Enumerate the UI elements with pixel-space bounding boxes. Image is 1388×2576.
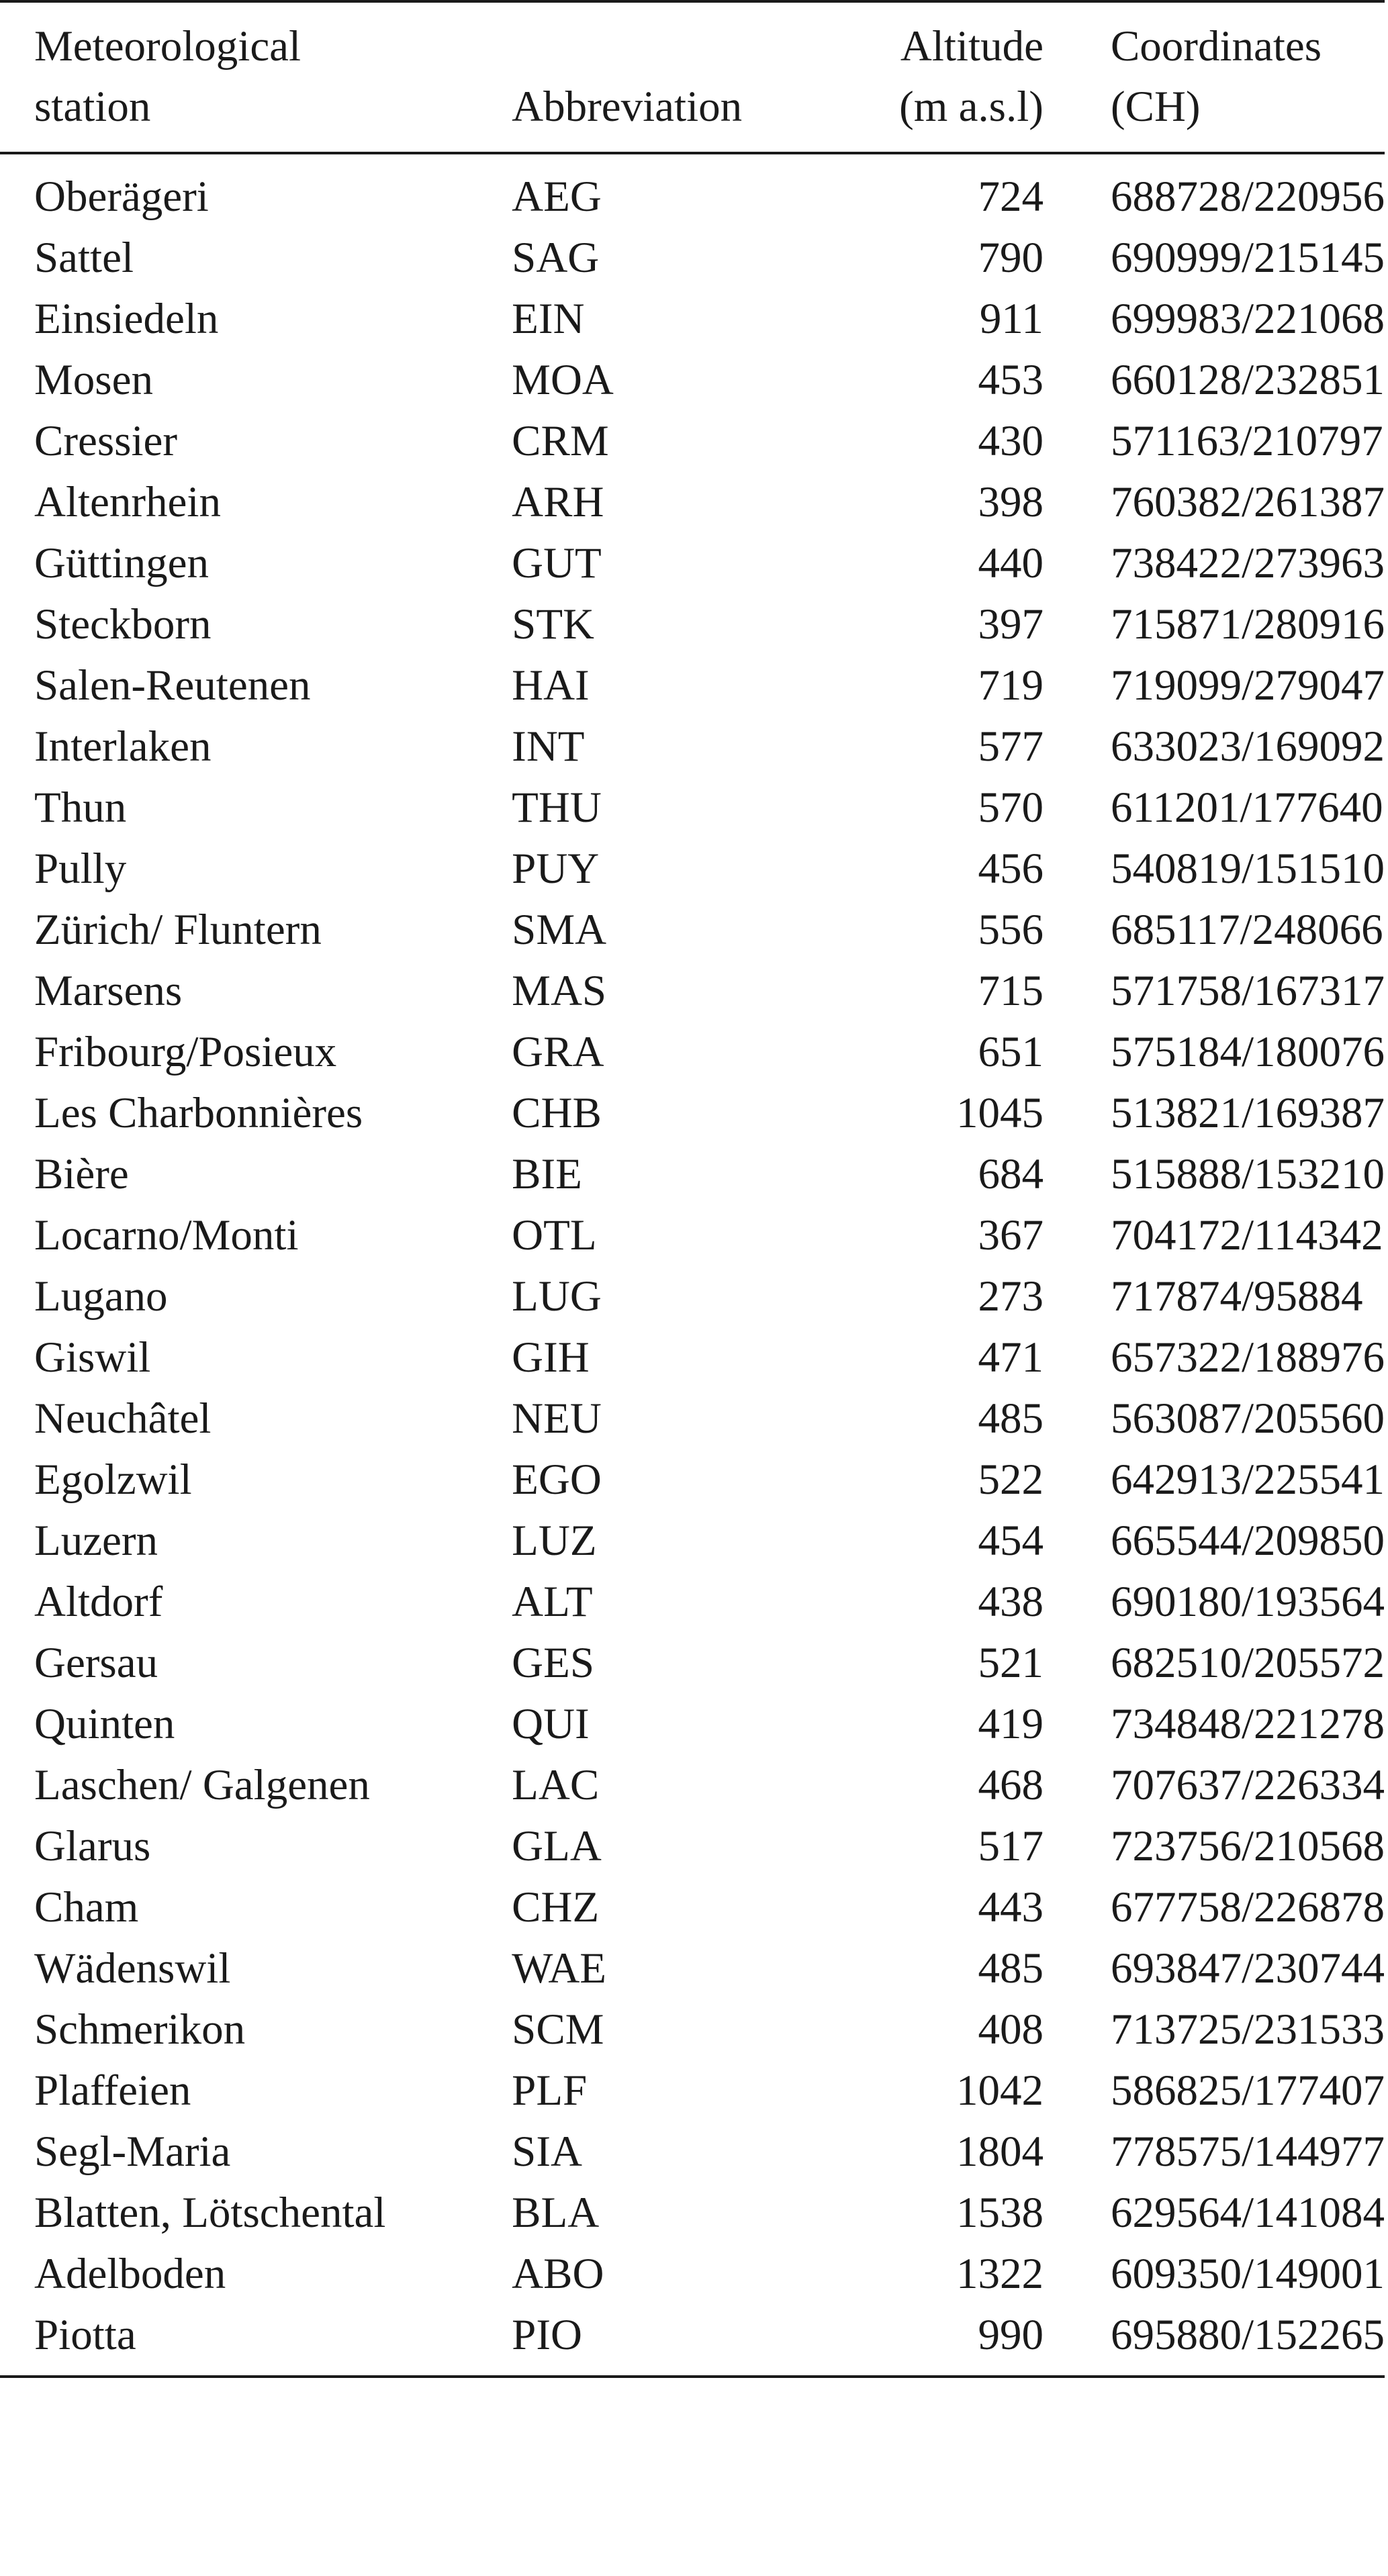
station-name: Fribourg/Posieux xyxy=(34,1028,337,1076)
station-name-cell xyxy=(0,2121,477,2183)
table-row xyxy=(0,1144,1385,1205)
station-name: Gersau xyxy=(34,1639,158,1687)
station-name: Wädenswil xyxy=(34,1944,231,1993)
station-name-cell xyxy=(0,1511,477,1572)
coordinates-cell: 660128/232851 xyxy=(1110,356,1385,404)
abbreviation-cell: SMA xyxy=(512,906,607,954)
station-name: Glarus xyxy=(34,1822,151,1870)
station-name: Thun xyxy=(34,783,127,832)
abbreviation-cell: LUG xyxy=(512,1272,602,1321)
station-name: Cham xyxy=(34,1883,139,1931)
table-row xyxy=(0,1022,1385,1083)
station-name-cell xyxy=(0,1816,477,1877)
table-row xyxy=(0,411,1385,472)
station-name-cell xyxy=(0,1083,477,1144)
abbreviation-cell: AEG xyxy=(512,173,602,221)
station-name: Sattel xyxy=(34,234,134,282)
station-name: Segl-Maria xyxy=(34,2128,231,2176)
station-name: Marsens xyxy=(34,967,183,1015)
table-row xyxy=(0,1999,1385,2060)
abbreviation-cell: MAS xyxy=(512,967,607,1015)
table-row xyxy=(0,1388,1385,1449)
station-name: Zürich/ Fluntern xyxy=(34,906,322,954)
abbreviation-cell: SIA xyxy=(512,2128,582,2176)
altitude-cell: 273 xyxy=(978,1272,1044,1321)
table-row xyxy=(0,153,1385,228)
abbreviation-cell: GES xyxy=(512,1639,594,1687)
altitude-cell: 367 xyxy=(978,1211,1044,1259)
station-name: Einsiedeln xyxy=(34,295,219,343)
header-coordinates xyxy=(1044,1,1385,153)
abbreviation-cell: STK xyxy=(512,600,594,649)
station-name: Giswil xyxy=(34,1333,151,1382)
coordinates-cell: 738422/273963 xyxy=(1110,539,1385,587)
altitude-cell: 456 xyxy=(978,845,1044,893)
station-name-cell xyxy=(0,533,477,594)
station-name-cell xyxy=(0,1022,477,1083)
coordinates-cell: 513821/169387 xyxy=(1110,1089,1385,1137)
altitude-cell: 1322 xyxy=(956,2250,1044,2298)
station-name-cell xyxy=(0,153,477,228)
station-name: Lugano xyxy=(34,1272,168,1321)
station-name-cell xyxy=(0,839,477,900)
abbreviation-cell: LAC xyxy=(512,1761,600,1809)
abbreviation-cell: GRA xyxy=(512,1028,604,1076)
table-row xyxy=(0,2305,1385,2377)
station-name: Mosen xyxy=(34,356,153,404)
coordinates-cell: 571163/210797 xyxy=(1110,417,1383,465)
station-name-cell xyxy=(0,2183,477,2244)
table-row xyxy=(0,1205,1385,1266)
station-name-cell xyxy=(0,1999,477,2060)
table-row xyxy=(0,1511,1385,1572)
altitude-cell: 398 xyxy=(978,478,1044,526)
coordinates-cell: 575184/180076 xyxy=(1110,1028,1385,1076)
abbreviation-cell: CRM xyxy=(512,417,609,465)
header-station-line1: Meteorological xyxy=(34,22,302,70)
table-row xyxy=(0,716,1385,777)
altitude-cell: 715 xyxy=(978,967,1044,1015)
table-row xyxy=(0,1755,1385,1816)
station-name: Neuchâtel xyxy=(34,1394,212,1443)
altitude-cell: 485 xyxy=(978,1944,1044,1993)
header-row xyxy=(0,1,1385,153)
station-name: Piotta xyxy=(34,2311,136,2359)
abbreviation-cell: GLA xyxy=(512,1822,602,1870)
abbreviation-cell: CHZ xyxy=(512,1883,600,1931)
station-name-cell xyxy=(0,2060,477,2121)
station-name: Quinten xyxy=(34,1700,175,1748)
altitude-cell: 522 xyxy=(978,1456,1044,1504)
coordinates-cell: 682510/205572 xyxy=(1110,1639,1385,1687)
station-name-cell xyxy=(0,1938,477,1999)
station-name-cell xyxy=(0,1266,477,1327)
station-name-cell xyxy=(0,1877,477,1938)
abbreviation-cell: NEU xyxy=(512,1394,602,1443)
station-name-cell xyxy=(0,411,477,472)
table-row xyxy=(0,900,1385,961)
table-row xyxy=(0,1938,1385,1999)
altitude-cell: 440 xyxy=(978,539,1044,587)
coordinates-cell: 693847/230744 xyxy=(1110,1944,1385,1993)
station-name-cell xyxy=(0,1755,477,1816)
station-name-cell xyxy=(0,777,477,839)
station-name: Schmerikon xyxy=(34,2005,246,2054)
abbreviation-cell: SAG xyxy=(512,234,600,282)
altitude-cell: 408 xyxy=(978,2005,1044,2054)
coordinates-cell: 713725/231533 xyxy=(1110,2005,1385,2054)
table-row xyxy=(0,594,1385,655)
abbreviation-cell: HAI xyxy=(512,661,590,710)
altitude-cell: 911 xyxy=(979,295,1044,343)
coordinates-cell: 690999/215145 xyxy=(1110,234,1385,282)
coordinates-cell: 715871/280916 xyxy=(1110,600,1385,649)
abbreviation-cell: BLA xyxy=(512,2189,600,2237)
station-name: Altenrhein xyxy=(34,478,221,526)
abbreviation-cell: PLF xyxy=(512,2066,588,2115)
coordinates-cell: 734848/221278 xyxy=(1110,1700,1385,1748)
station-name-cell xyxy=(0,1327,477,1388)
table-row xyxy=(0,1449,1385,1511)
station-name-cell xyxy=(0,961,477,1022)
abbreviation-cell: GUT xyxy=(512,539,602,587)
station-name: Locarno/Monti xyxy=(34,1211,299,1259)
altitude-cell: 556 xyxy=(978,906,1044,954)
header-station-line2: station xyxy=(34,83,151,131)
abbreviation-cell: GIH xyxy=(512,1333,590,1382)
abbreviation-cell: LUZ xyxy=(512,1517,597,1565)
station-name: Blatten, Lötschental xyxy=(34,2189,386,2237)
abbreviation-cell: OTL xyxy=(512,1211,597,1259)
coordinates-cell: 563087/205560 xyxy=(1110,1394,1385,1443)
header-altitude-line2: (m a.s.l) xyxy=(899,83,1044,131)
coordinates-cell: 633023/169092 xyxy=(1110,722,1385,771)
coordinates-cell: 571758/167317 xyxy=(1110,967,1385,1015)
table-row xyxy=(0,1266,1385,1327)
table-row xyxy=(0,1572,1385,1633)
altitude-cell: 453 xyxy=(978,356,1044,404)
coordinates-cell: 690180/193564 xyxy=(1110,1578,1385,1626)
table-header xyxy=(0,1,1385,153)
station-name-cell xyxy=(0,1694,477,1755)
coordinates-cell: 609350/149001 xyxy=(1110,2250,1385,2298)
header-coordinates-line2: (CH) xyxy=(1110,83,1201,131)
table-row xyxy=(0,1327,1385,1388)
altitude-cell: 684 xyxy=(978,1150,1044,1198)
table-row xyxy=(0,655,1385,716)
abbreviation-cell: INT xyxy=(512,722,585,771)
coordinates-cell: 515888/153210 xyxy=(1110,1150,1385,1198)
station-name-cell xyxy=(0,1205,477,1266)
abbreviation-cell: SCM xyxy=(512,2005,604,2054)
table-row xyxy=(0,777,1385,839)
station-name-cell xyxy=(0,1572,477,1633)
coordinates-cell: 699983/221068 xyxy=(1110,295,1385,343)
station-name: Plaffeien xyxy=(34,2066,191,2115)
abbreviation-cell: WAE xyxy=(512,1944,606,1993)
station-name-cell xyxy=(0,228,477,289)
station-name-cell xyxy=(0,900,477,961)
table-row xyxy=(0,1877,1385,1938)
table-row xyxy=(0,961,1385,1022)
header-altitude-line1: Altitude xyxy=(900,22,1044,70)
table-row xyxy=(0,289,1385,350)
table-row xyxy=(0,2121,1385,2183)
altitude-cell: 1042 xyxy=(956,2066,1044,2115)
altitude-cell: 517 xyxy=(978,1822,1044,1870)
table-row xyxy=(0,350,1385,411)
altitude-cell: 790 xyxy=(978,234,1044,282)
coordinates-cell: 665544/209850 xyxy=(1110,1517,1385,1565)
station-name: Adelboden xyxy=(34,2250,226,2298)
coordinates-cell: 586825/177407 xyxy=(1110,2066,1385,2115)
station-name: Laschen/ Galgenen xyxy=(34,1761,370,1809)
coordinates-cell: 723756/210568 xyxy=(1110,1822,1385,1870)
altitude-cell: 485 xyxy=(978,1394,1044,1443)
station-name: Les Charbonnières xyxy=(34,1089,363,1137)
altitude-cell: 724 xyxy=(978,173,1044,221)
station-name-cell xyxy=(0,1388,477,1449)
abbreviation-cell: PIO xyxy=(512,2311,582,2359)
coordinates-cell: 778575/144977 xyxy=(1110,2128,1385,2176)
altitude-cell: 1538 xyxy=(956,2189,1044,2237)
altitude-cell: 419 xyxy=(978,1700,1044,1748)
abbreviation-cell: ABO xyxy=(512,2250,604,2298)
abbreviation-cell: ALT xyxy=(512,1578,593,1626)
table-row xyxy=(0,1816,1385,1877)
coordinates-cell: 717874/95884 xyxy=(1110,1272,1363,1321)
abbreviation-cell: CHB xyxy=(512,1089,602,1137)
station-name-cell xyxy=(0,1633,477,1694)
coordinates-cell: 611201/177640 xyxy=(1110,783,1383,832)
coordinates-cell: 629564/141084 xyxy=(1110,2189,1385,2237)
coordinates-cell: 695880/152265 xyxy=(1110,2311,1385,2359)
coordinates-cell: 642913/225541 xyxy=(1110,1456,1385,1504)
table-row xyxy=(0,472,1385,533)
table-row xyxy=(0,1694,1385,1755)
coordinates-cell: 707637/226334 xyxy=(1110,1761,1385,1809)
coordinates-cell: 719099/279047 xyxy=(1110,661,1385,710)
station-name-cell xyxy=(0,2244,477,2305)
altitude-cell: 521 xyxy=(978,1639,1044,1687)
table-row xyxy=(0,839,1385,900)
altitude-cell: 577 xyxy=(978,722,1044,771)
altitude-cell: 651 xyxy=(978,1028,1044,1076)
altitude-cell: 1804 xyxy=(956,2128,1044,2176)
altitude-cell: 443 xyxy=(978,1883,1044,1931)
station-name: Altdorf xyxy=(34,1578,163,1626)
altitude-cell: 990 xyxy=(978,2311,1044,2359)
abbreviation-cell: THU xyxy=(512,783,602,832)
table-row xyxy=(0,533,1385,594)
station-name-cell xyxy=(0,289,477,350)
station-name-cell xyxy=(0,350,477,411)
abbreviation-cell: MOA xyxy=(512,356,614,404)
station-name: Bière xyxy=(34,1150,129,1198)
table-row xyxy=(0,228,1385,289)
station-name: Cressier xyxy=(34,417,177,465)
table-row xyxy=(0,2244,1385,2305)
coordinates-cell: 685117/248066 xyxy=(1110,906,1383,954)
altitude-cell: 430 xyxy=(978,417,1044,465)
station-name: Luzern xyxy=(34,1517,158,1565)
station-name-cell xyxy=(0,1144,477,1205)
station-name-cell xyxy=(0,2305,477,2377)
station-name: Salen-Reutenen xyxy=(34,661,311,710)
coordinates-cell: 540819/151510 xyxy=(1110,845,1385,893)
station-name-cell xyxy=(0,655,477,716)
station-name: Interlaken xyxy=(34,722,212,771)
station-name-cell xyxy=(0,594,477,655)
table-row xyxy=(0,1633,1385,1694)
header-altitude xyxy=(826,1,1044,153)
abbreviation-cell: EIN xyxy=(512,295,585,343)
table-row xyxy=(0,1083,1385,1144)
abbreviation-cell: PUY xyxy=(512,845,600,893)
station-name-cell xyxy=(0,716,477,777)
station-name: Pully xyxy=(34,845,127,893)
altitude-cell: 454 xyxy=(978,1517,1044,1565)
header-coordinates-line1: Coordinates xyxy=(1110,22,1322,70)
altitude-cell: 719 xyxy=(978,661,1044,710)
altitude-cell: 468 xyxy=(978,1761,1044,1809)
altitude-cell: 471 xyxy=(978,1333,1044,1382)
coordinates-cell: 657322/188976 xyxy=(1110,1333,1385,1382)
header-abbreviation: Abbreviation xyxy=(512,83,743,131)
altitude-cell: 397 xyxy=(978,600,1044,649)
header-station xyxy=(0,1,477,153)
station-name: Steckborn xyxy=(34,600,212,649)
altitude-cell: 1045 xyxy=(956,1089,1044,1137)
station-name: Egolzwil xyxy=(34,1456,192,1504)
coordinates-cell: 760382/261387 xyxy=(1110,478,1385,526)
table-row xyxy=(0,2060,1385,2121)
table-body xyxy=(0,153,1385,2377)
abbreviation-cell: ARH xyxy=(512,478,604,526)
table-row xyxy=(0,2183,1385,2244)
station-name-cell xyxy=(0,1449,477,1511)
abbreviation-cell: QUI xyxy=(512,1700,590,1748)
coordinates-cell: 688728/220956 xyxy=(1110,173,1385,221)
coordinates-cell: 677758/226878 xyxy=(1110,1883,1385,1931)
coordinates-cell: 704172/114342 xyxy=(1110,1211,1383,1259)
station-name-cell xyxy=(0,472,477,533)
station-name: Oberägeri xyxy=(34,173,209,221)
altitude-cell: 438 xyxy=(978,1578,1044,1626)
abbreviation-cell: EGO xyxy=(512,1456,602,1504)
station-name: Güttingen xyxy=(34,539,209,587)
altitude-cell: 570 xyxy=(978,783,1044,832)
abbreviation-cell: BIE xyxy=(512,1150,582,1198)
